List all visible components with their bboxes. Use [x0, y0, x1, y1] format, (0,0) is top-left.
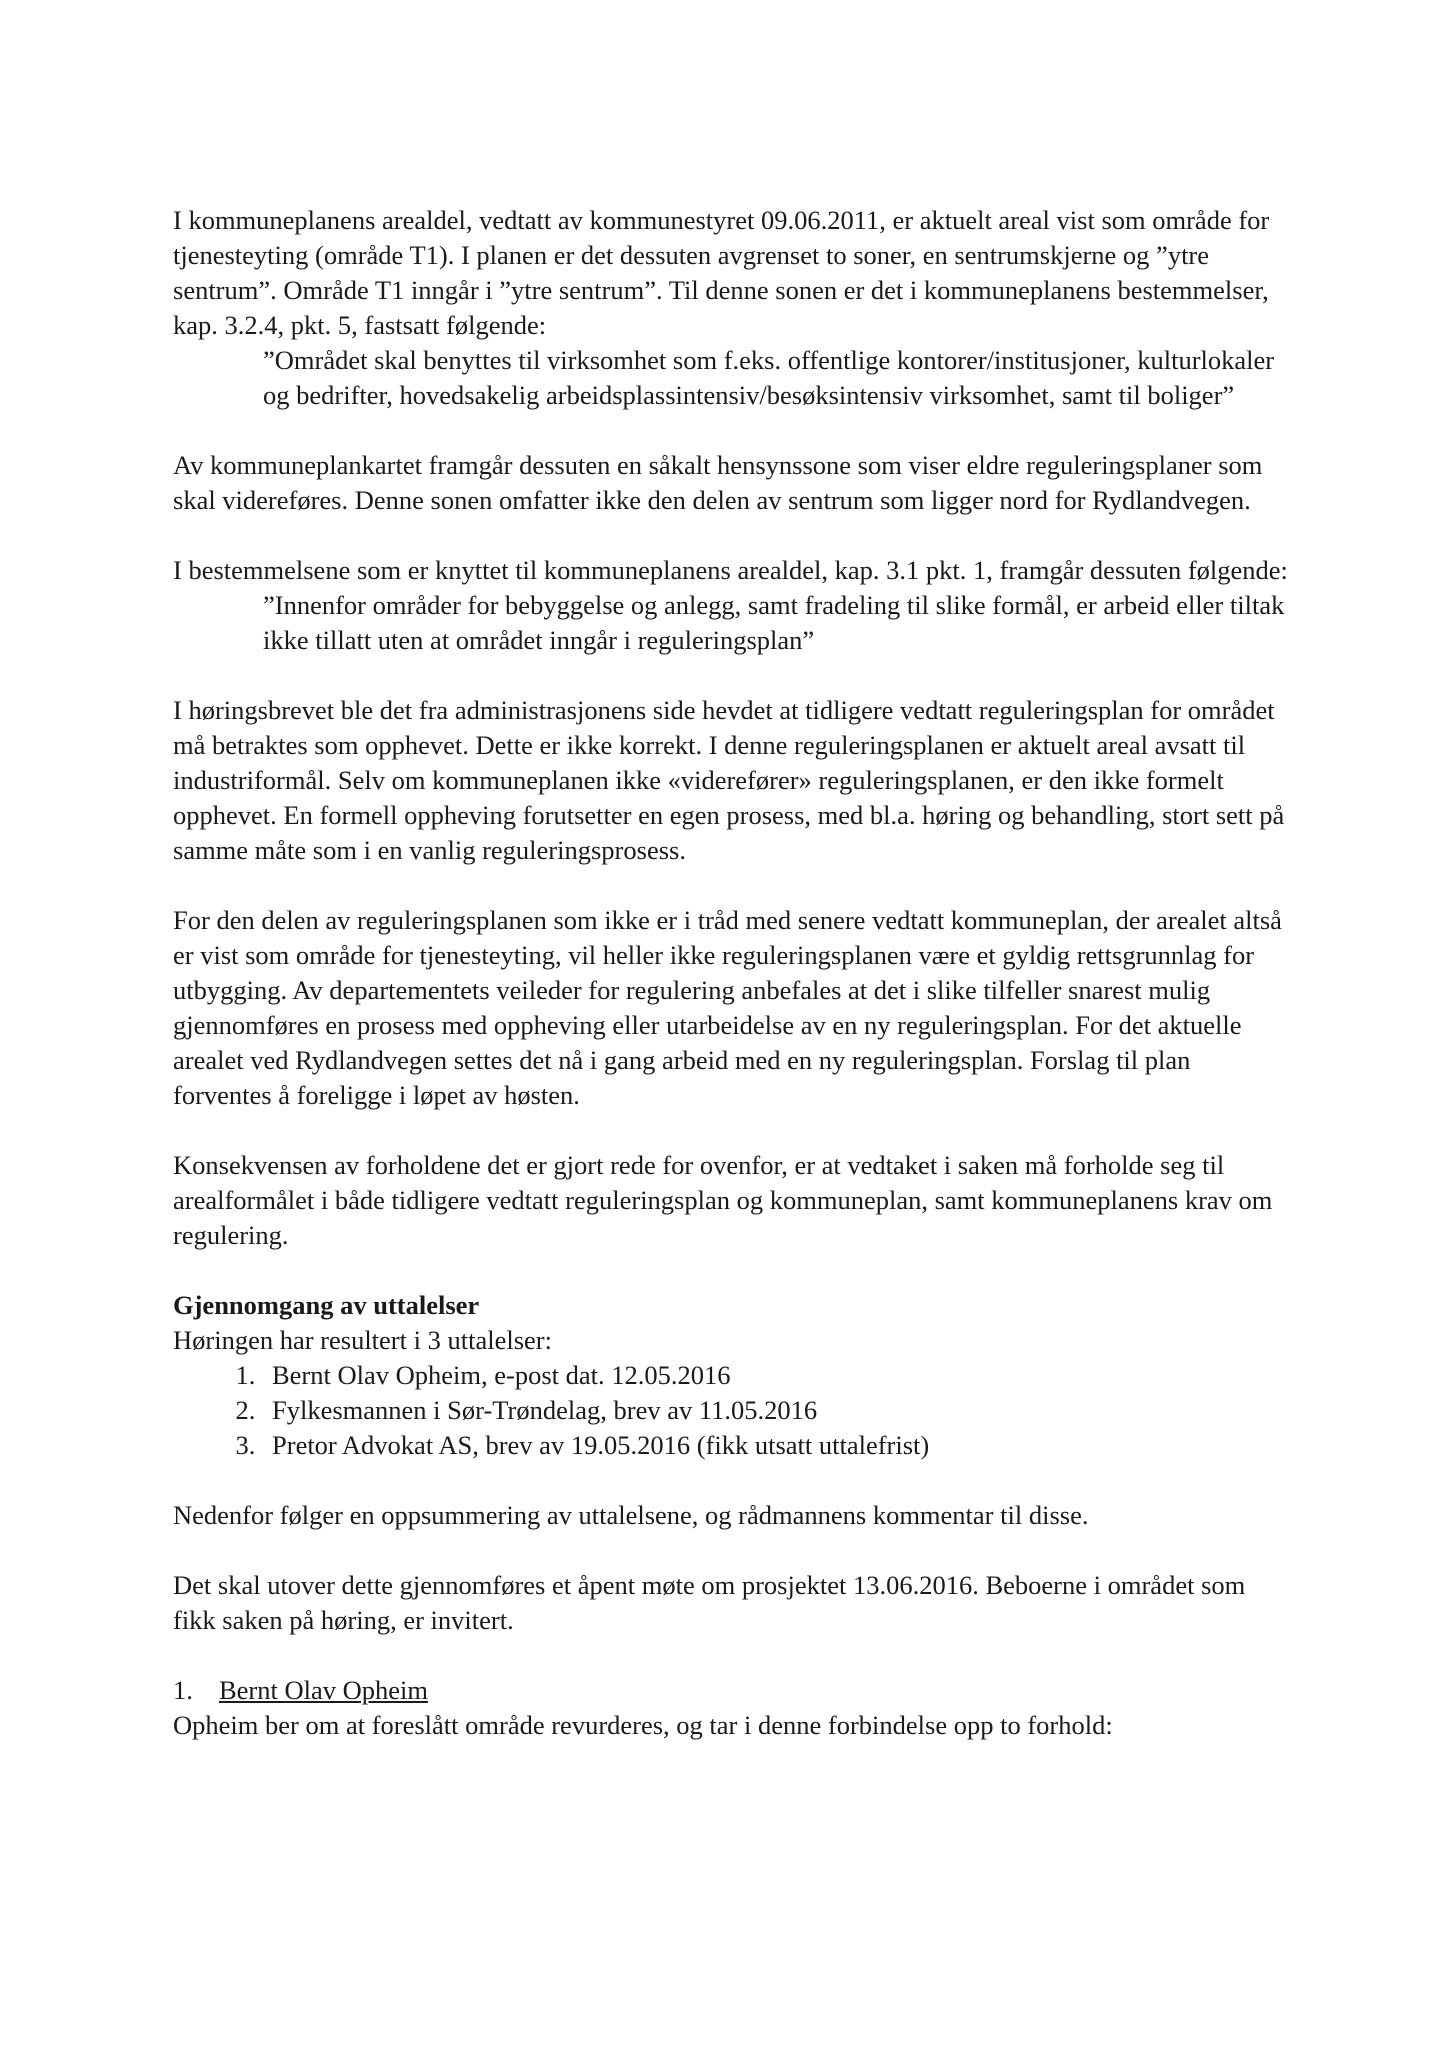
paragraph-kommuneplan-arealdel: I kommuneplanens arealdel, vedtatt av kommunestyret 09.06.2011, er aktuelt areal vist som område for tjenesteyting (område T1). I planen er det dessuten avgrenset to soner, en sentrumskjerne og ”ytre sentrum”. Område T1 inngår i ”ytre sentrum”. Til denne sonen er det i kommuneplanens bestemmelser, kap. 3.2.4, pkt. 5, fastsatt følgende:: [173, 205, 1270, 340]
section-heading: Gjennomgang av uttalelser: [173, 1290, 480, 1320]
section-intro: Høringen har resultert i 3 uttalelser:: [173, 1325, 552, 1355]
subsection-title: [173, 1673, 1293, 1708]
paragraph-apent-mote: Det skal utover dette gjennomføres et åpent møte om prosjektet 13.06.2016. Beboerne i området som fikk saken på høring, er invitert.: [173, 1570, 1246, 1635]
quote-ytre-sentrum: ”Området skal benyttes til virksomhet som f.eks. offentlige kontorer/institusjoner, kulturlokaler og bedrifter, hovedsakelig arbeidsplassintensiv/besøksintensiv virksomhet, samt til boliger”: [263, 345, 1275, 410]
subsection-number: 1.: [173, 1675, 193, 1705]
uttalelser-list: [173, 1358, 1293, 1463]
quote-reguleringsplan-krav: ”Innenfor områder for bebyggelse og anlegg, samt fradeling til slike formål, er arbeid eller tiltak ikke tillatt uten at området inngår i reguleringsplan”: [263, 590, 1285, 655]
paragraph-reguleringsplan: For den delen av reguleringsplanen som ikke er i tråd med senere vedtatt kommuneplan, der arealet altså er vist som område for tjenesteyting, vil heller ikke reguleringsplanen være et gyldig rettsgrunnlag for utbygging. Av departementets veileder for regulering anbefales at det i slike tilfeller snarest mulig gjennomføres en prosess med oppheving eller utarbeidelse av en ny reguleringsplan. For det aktuelle arealet ved Rydlandvegen settes det nå i gang arbeid med en ny reguleringsplan. Forslag til plan forventes å foreligge i løpet av høsten.: [173, 905, 1282, 1110]
list-item: 2. Fylkesmannen i Sør-Trøndelag, brev av 11.05.2016: [262, 1393, 1293, 1428]
subsection-name: Bernt Olav Opheim: [219, 1675, 429, 1705]
paragraph-bestemmelser: I bestemmelsene som er knyttet til kommuneplanens arealdel, kap. 3.1 pkt. 1, framgår dessuten følgende:: [173, 555, 1288, 585]
document-page: [173, 203, 1293, 1743]
paragraph-oppsummering: Nedenfor følger en oppsummering av uttalelsene, og rådmannens kommentar til disse.: [173, 1500, 1089, 1530]
paragraph-konsekvens: Konsekvensen av forholdene det er gjort rede for ovenfor, er at vedtaket i saken må forholde seg til arealformålet i både tidligere vedtatt reguleringsplan og kommuneplan, samt kommuneplanens krav om regulering.: [173, 1150, 1273, 1250]
list-item: 1. Bernt Olav Opheim, e-post dat. 12.05.2016: [262, 1358, 1293, 1393]
paragraph-horingsbrevet: I høringsbrevet ble det fra administrasjonens side hevdet at tidligere vedtatt reguleringsplan for området må betraktes som opphevet. Dette er ikke korrekt. I denne reguleringsplanen er aktuelt areal avsatt til industriformål. Selv om kommuneplanen ikke «viderefører» reguleringsplanen, er den ikke formelt opphevet. En formell oppheving forutsetter en egen prosess, med bl.a. høring og behandling, stort sett på samme måte som i en vanlig reguleringsprosess.: [173, 695, 1285, 865]
paragraph-hensynssone: Av kommuneplankartet framgår dessuten en såkalt hensynssone som viser eldre reguleringsplaner som skal videreføres. Denne sonen omfatter ikke den delen av sentrum som ligger nord for Rydlandvegen.: [173, 450, 1263, 515]
list-item: 3. Pretor Advokat AS, brev av 19.05.2016 (fikk utsatt uttalefrist): [262, 1428, 1293, 1463]
subsection-text: Opheim ber om at foreslått område revurderes, og tar i denne forbindelse opp to forhold:: [173, 1710, 1113, 1740]
